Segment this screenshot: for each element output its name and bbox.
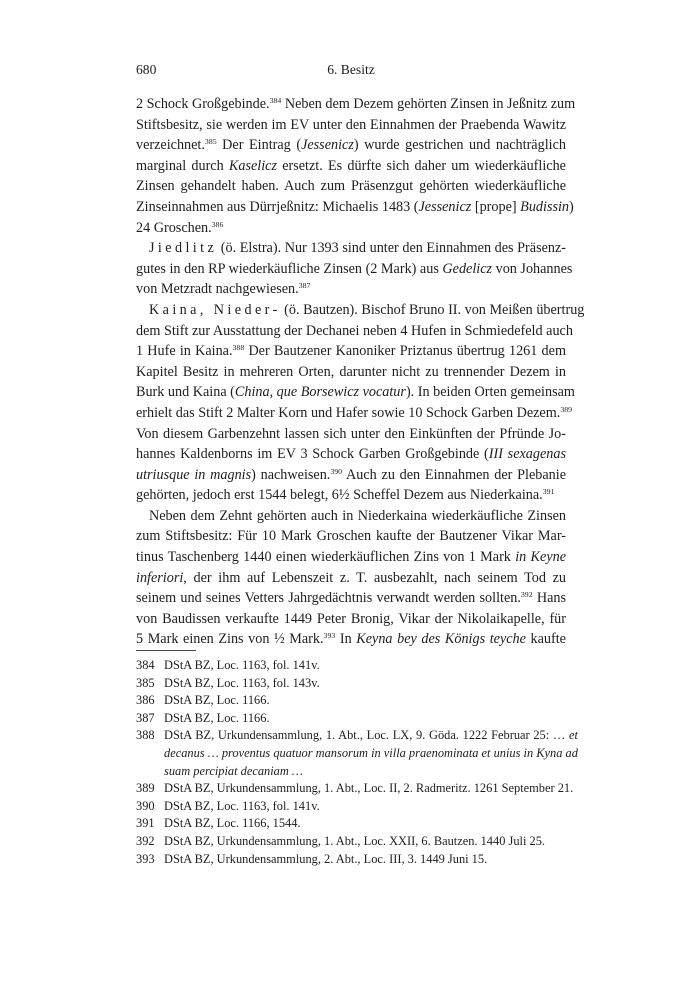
body-line: von Metzradt nachgewiesen.$^{387}$	[136, 281, 311, 298]
footnote-line: DStA BZ, Loc. 1163, fol. 143v.	[164, 675, 320, 690]
body-line: von Baudissen verkaufte 1449 Peter Bronig, Vikar der Nikolaikapelle, für	[136, 610, 566, 627]
footnote-text	[164, 851, 566, 869]
footnote-number: 392	[136, 833, 155, 848]
footnote	[136, 657, 566, 675]
footnote-number: 389	[136, 781, 155, 796]
footnote-text	[164, 727, 578, 780]
footnote	[136, 727, 578, 780]
footnote-text	[164, 798, 566, 816]
footnote-number: 384	[136, 658, 155, 672]
footnote-line: DStA BZ, Loc. 1166.	[164, 710, 270, 725]
footnote	[136, 692, 566, 710]
body-line: Kaina, Nieder- (ö. Bautzen). Bischof Bruno II. von Meißen übertrug	[149, 301, 585, 318]
body-line: 24 Groschen.$^{386}$	[136, 219, 224, 236]
body-line: hannes Kaldenborns im EV 3 Schock Garben Großgebinde (III sexagenas	[136, 446, 566, 463]
body-line: 2 Schock Großgebinde.$^{384}$ Neben dem Dezem gehörten Zinsen in Jeßnitz zum	[136, 96, 576, 112]
footnote-text	[164, 692, 566, 710]
footnote-text	[164, 657, 566, 675]
body-line: Kapitel Besitz in mehreren Orten, darunter nicht zu trennender Dezem in	[136, 363, 566, 380]
body-line: Jiedlitz (ö. Elstra). Nur 1393 sind unter den Einnahmen des Präsenz-	[149, 240, 566, 257]
footnote-line: DStA BZ, Loc. 1166, 1544.	[164, 816, 301, 831]
body-line: gutes in den RP wiederkäufliche Zinsen (2 Mark) aus Gedelicz von Johannes	[136, 260, 573, 277]
footnote	[136, 833, 566, 851]
footnote-number: 386	[136, 693, 155, 708]
footnote-separator	[136, 650, 196, 651]
body-line: Zinseinnahmen aus Dürrjeßnitz: Michaelis 1483 (Jessenicz [prope] Budissin)	[136, 198, 574, 215]
footnote-line: DStA BZ, Urkundensammlung, 1. Abt., Loc. XXII, 6. Bautzen. 1440 Juli 25.	[164, 833, 545, 848]
footnote	[136, 798, 566, 816]
footnote	[136, 780, 574, 798]
footnote-text	[164, 833, 566, 851]
footnote-number: 387	[136, 710, 155, 725]
body-line: verzeichnet.$^{385}$ Der Eintrag (Jessenicz) wurde gestrichen und nachträglich	[136, 137, 566, 154]
running-title: 6. Besitz	[327, 62, 375, 77]
footnote-number: 391	[136, 816, 155, 831]
footnote	[136, 815, 566, 833]
footnote	[136, 851, 566, 869]
footnote-line: DStA BZ, Loc. 1166.	[164, 693, 270, 708]
body-line: tinus Taschenberg 1440 einen wiederkäuflichen Zins von 1 Mark in Keyne	[136, 549, 567, 566]
body-line: Zinsen gehandelt haben. Auch zum Präsenzgut gehörten wiederkäufliche	[136, 178, 566, 195]
footnote-text	[164, 710, 566, 728]
footnote-text	[164, 780, 573, 798]
body-line: seinem und seines Vetters Jahrgedächtnis verwandt werden sollten.$^{392}$ Hans	[136, 590, 566, 607]
footnote-number: 393	[136, 851, 155, 866]
body-line: Burk und Kaina (China, que Borsewicz vocatur). In beiden Orten gemeinsam	[136, 384, 575, 401]
footnotes	[136, 657, 578, 868]
body-line: gehörten, jedoch erst 1544 belegt, 6½ Scheffel Dezem aus Niederkaina.$^{391}$	[136, 487, 555, 504]
footnote-line: DStA BZ, Loc. 1163, fol. 141v.	[164, 798, 320, 813]
body-line: Von diesem Garbenzehnt lassen sich unter den Einkünften der Pfründe Jo-	[136, 425, 566, 442]
footnote-line: suam percipiat decaniam …	[164, 763, 303, 778]
footnote-number: 390	[136, 798, 155, 813]
body-line: Neben dem Zehnt gehörten auch in Niederkaina wiederkäufliche Zinsen	[149, 507, 566, 524]
footnote	[136, 710, 566, 728]
footnote	[136, 675, 566, 693]
body-line: Stiftsbesitz, sie werden im EV unter den Einnahmen der Praebenda Wawitz	[136, 116, 566, 133]
footnote-text	[164, 815, 566, 833]
footnote-text	[164, 675, 566, 693]
footnote-line: DStA BZ, Loc. 1163, fol. 141v.	[164, 658, 320, 672]
footnote-number: 388	[136, 728, 155, 743]
footnote-line: DStA BZ, Urkundensammlung, 1. Abt., Loc. LX, 9. Göda. 1222 Februar 25: … et	[164, 728, 578, 743]
body-line: dem Stift zur Ausstattung der Dechanei neben 4 Hufen in Schmiedefeld auch	[136, 322, 573, 339]
body-line: utriusque in magnis) nachweisen.$^{390}$ Auch zu den Einnahmen der Plebanie	[136, 466, 567, 483]
body-line: 5 Mark einen Zins von ½ Mark.$^{393}$ In Keyna bey des Königs teyche kaufte	[136, 631, 566, 648]
footnote-line: decanus … proventus quatuor mansorum in villa praenominata et unius in Kyna ad	[164, 745, 578, 760]
body-line: 1 Hufe in Kaina.$^{388}$ Der Bautzener Kanoniker Priztanus übertrug 1261 dem	[136, 343, 566, 360]
body-text	[136, 94, 585, 650]
body-line: inferiori, der ihm auf Lebenszeit z. T. ausbezahlt, nach seinem Tod zu	[136, 569, 566, 586]
body-line: marginal durch Kaselicz ersetzt. Es dürfte sich daher um wiederkäufliche	[136, 157, 566, 174]
page-number: 680	[136, 62, 157, 77]
footnote-line: DStA BZ, Urkundensammlung, 2. Abt., Loc. III, 3. 1449 Juni 15.	[164, 851, 488, 866]
footnote-line: DStA BZ, Urkundensammlung, 1. Abt., Loc. II, 2. Radmeritz. 1261 September 21.	[164, 781, 574, 796]
body-line: erhielt das Stift 2 Malter Korn und Hafer sowie 10 Schock Garben Dezem.$^{389}$	[136, 404, 573, 421]
page-header	[136, 62, 566, 82]
footnote-number: 385	[136, 675, 155, 690]
body-line: zum Stiftsbesitz: Für 10 Mark Groschen kaufte der Bautzener Vikar Mar-	[136, 528, 566, 545]
